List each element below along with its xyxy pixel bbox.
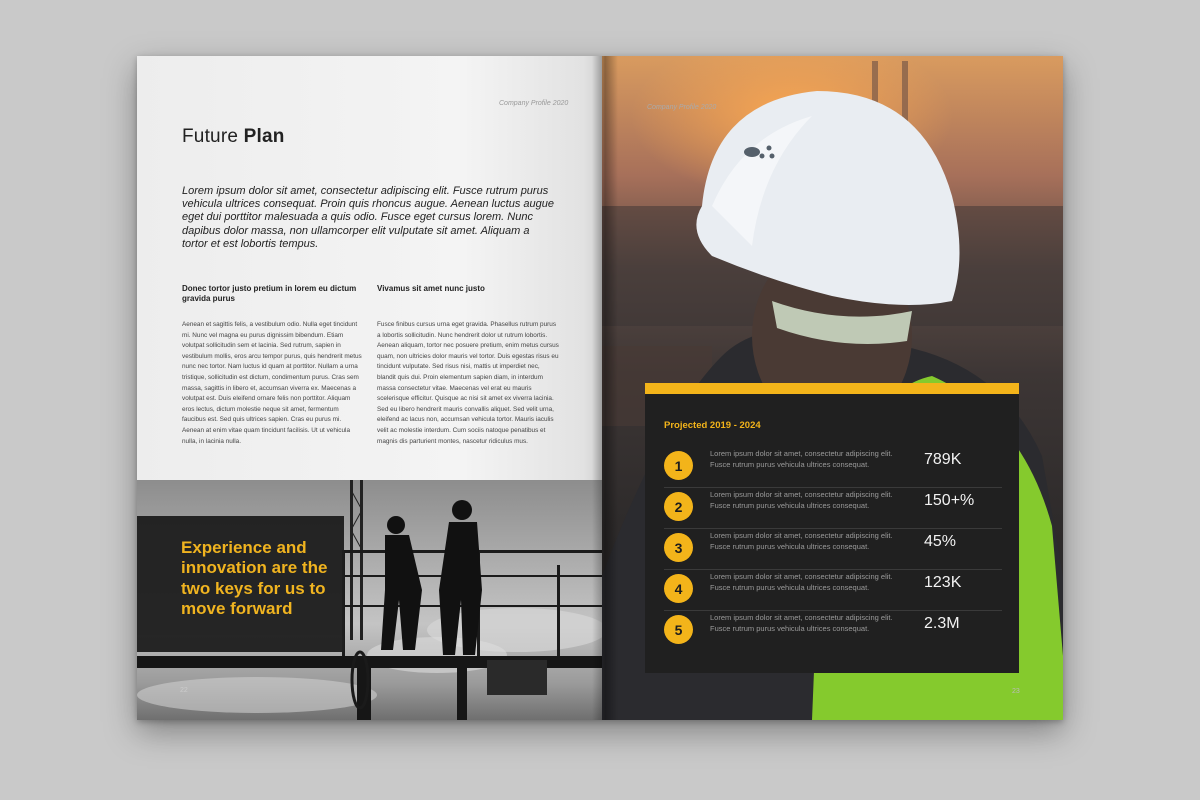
right-page [602, 56, 1063, 720]
left-page [137, 56, 602, 720]
text-column [377, 284, 559, 447]
column-heading: Vivamus sit amet nunc justo [377, 284, 485, 293]
column-body: Fusce finibus cursus urna eget gravida. Phasellus rutrum purus a lobortis sollicitudin. Nunc hendrerit dolor ut rutrum lobortis. Aenean aliquam, tortor nec posuere pretium, enim metus cursus quam, non ultricies dolor mauris vel tortor. Duis egestas risus eu tincidunt vulputate. Sed risus nisi, mattis ut imperdiet nec, blandit quis dui. Proin elementum sapien diam, in interdum massa consectetur vitae. Maecenas vel erat eu mauris scelerisque efficitur. Quisque ac nisi sit amet ex viverra lacinia. Sed eu libero hendrerit mauris convallis aliquet. Sed velit urna, eleifend ac lacus non, accumsan vehicula tortor. Mauris iaculis velit ac molestie interdum. Cum sociis natoque penatibus et magnis dis parturient montes, nascetur ridiculus mus. [377, 321, 559, 445]
stat-description: Lorem ipsum dolor sit amet, consectetur adipiscing elit. Fusce rutrum purus vehicula ultrices consequat. [710, 613, 893, 633]
stat-number-badge: 4 [664, 574, 693, 603]
running-head: Company Profile 2020 [499, 100, 569, 107]
page-title [182, 126, 285, 148]
running-head: Company Profile 2020 [647, 104, 717, 111]
page-number: 23 [1012, 688, 1020, 695]
stat-value: 123K [924, 574, 962, 591]
stats-heading: Projected 2019 - 2024 [664, 420, 761, 431]
stat-number-badge: 3 [664, 533, 693, 562]
column-body: Aenean et sagittis felis, a vestibulum odio. Nulla eget tincidunt mi. Nunc vel magna eu purus dignissim bibendum. Etiam volutpat sollicitudin sem et lacinia. Sed rutrum, sapien in vestibulum mollis, eros arcu tempor purus, quis hendrerit metus nunc nec tortor. Nam luctus id quam at porttitor. Nullam a urna tristique, sollicitudin est dictum, condimentum purus. Cras sem massa, sagittis in libero et, accumsan viverra ex. Maecenas a volutpat est. Duis eleifend ornare felis non porttitor. Aliquam eros lectus, dictum molestie neque sit amet, fermentum faucibus est. Sed quis ultrices sapien. Cras eu purus mi. Aenean at enim vitae quam tincidunt facilisis. Ut ut vehicula nulla, in lacinia nulla. [182, 321, 362, 445]
stat-row [664, 487, 1002, 529]
stat-description: Lorem ipsum dolor sit amet, consectetur adipiscing elit. Fusce rutrum purus vehicula ultrices consequat. [710, 572, 893, 592]
stats-card [645, 383, 1019, 673]
quote-box [137, 516, 344, 652]
text-column [182, 284, 364, 447]
title-light: Future [182, 126, 239, 147]
column-heading: Donec tortor justo pretium in lorem eu dictum gravida purus [182, 284, 357, 303]
brochure-spread [137, 56, 1063, 720]
intro-paragraph: Lorem ipsum dolor sit amet, consectetur adipiscing elit. Fusce rutrum purus vehicula ultrices consequat. Proin quis rhoncus augue. Aenean luctus augue eget dui porttitor malesuada a quis odio. Fusce eget cursus lorem. Nunc dapibus dolor massa, non ullamcorper elit vulputate sit amet. Aliquam a tortor et est lobortis tempus. [182, 185, 555, 250]
stat-row [664, 446, 1002, 488]
page-number: 22 [180, 687, 188, 694]
stat-number-badge: 5 [664, 615, 693, 644]
stat-number-badge: 1 [664, 451, 693, 480]
stat-value: 150+% [924, 492, 975, 509]
stat-row [664, 610, 1002, 652]
stat-description: Lorem ipsum dolor sit amet, consectetur adipiscing elit. Fusce rutrum purus vehicula ultrices consequat. [710, 490, 893, 510]
workers-silhouette-photo [137, 480, 602, 720]
stat-row [664, 569, 1002, 611]
stat-row [664, 528, 1002, 570]
stat-value: 789K [924, 451, 962, 468]
stat-value: 45% [924, 533, 957, 550]
stat-value: 2.3M [924, 615, 960, 632]
stat-number-badge: 2 [664, 492, 693, 521]
stat-description: Lorem ipsum dolor sit amet, consectetur adipiscing elit. Fusce rutrum purus vehicula ultrices consequat. [710, 449, 893, 469]
pull-quote: Experience and innovation are the two keys for us to move forward [181, 538, 328, 619]
accent-bar [645, 383, 1019, 394]
title-bold: Plan [243, 126, 285, 147]
stat-description: Lorem ipsum dolor sit amet, consectetur adipiscing elit. Fusce rutrum purus vehicula ultrices consequat. [710, 531, 893, 551]
